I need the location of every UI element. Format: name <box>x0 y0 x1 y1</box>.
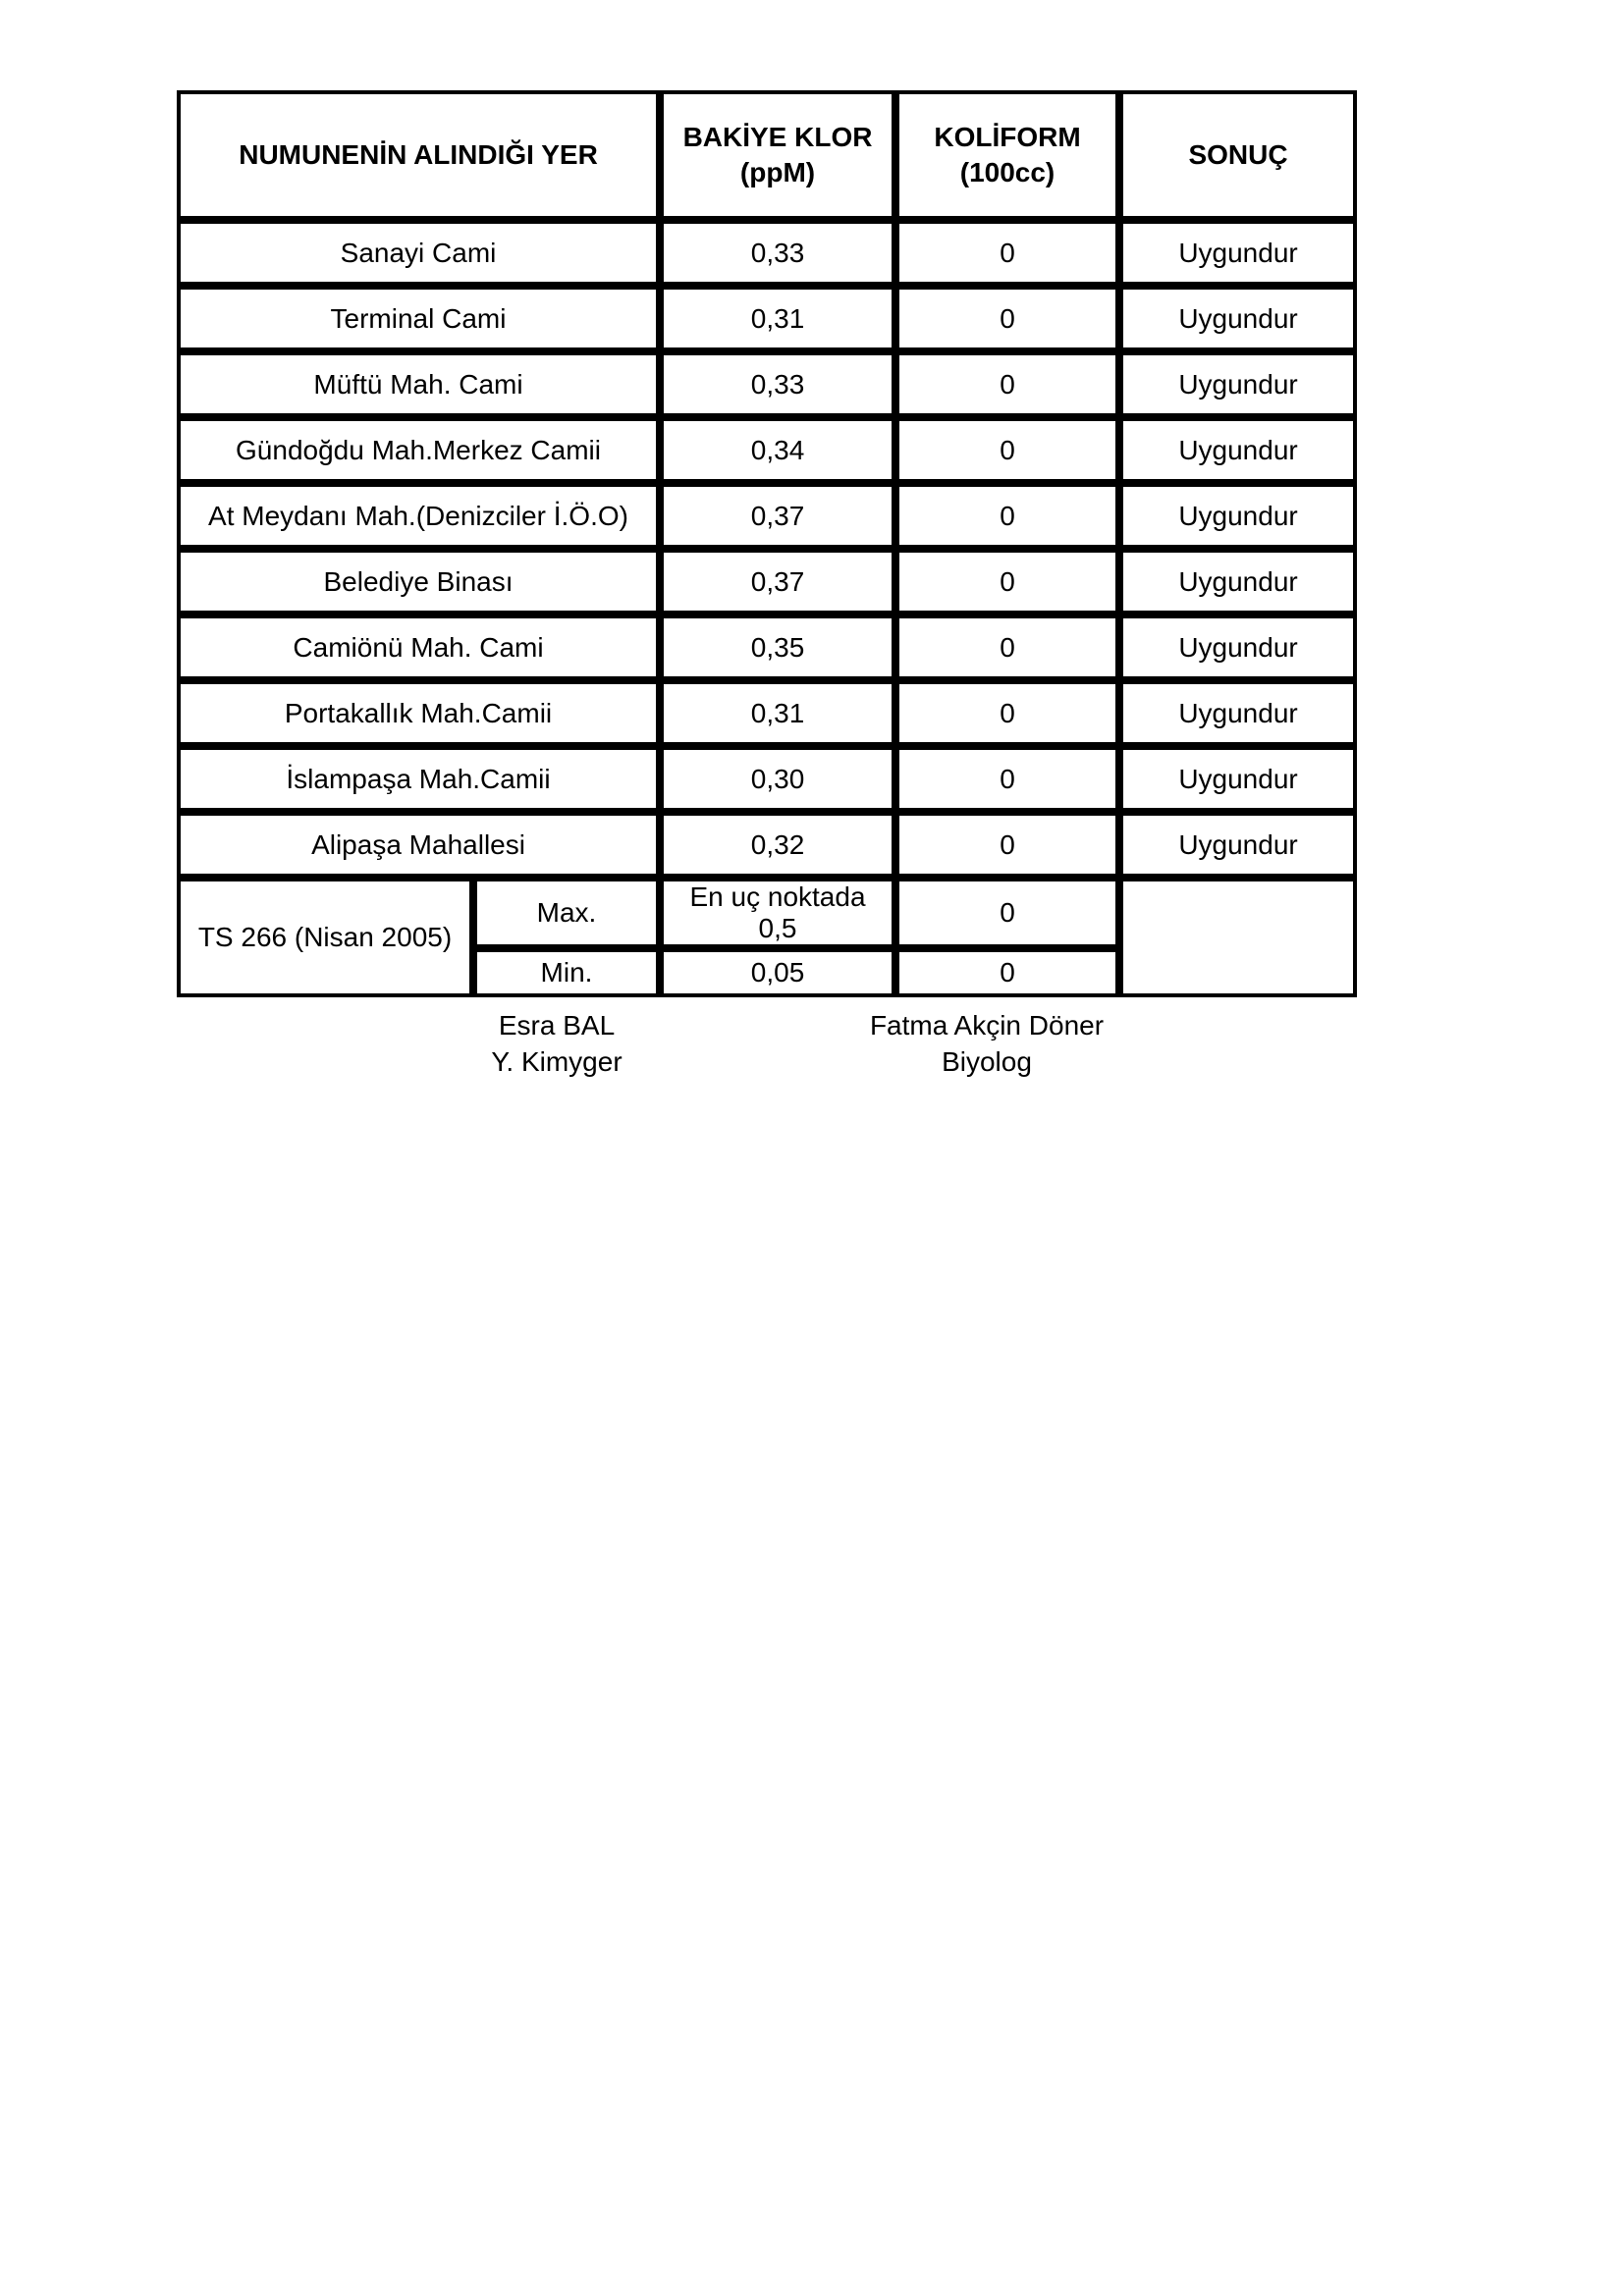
location-cell: Terminal Cami <box>177 286 660 351</box>
standard-min-label-cell: Min. <box>473 948 660 997</box>
table-header-row <box>177 90 1357 220</box>
signature-title: Biyolog <box>942 1046 1032 1077</box>
standard-min-chlorine-cell: 0,05 <box>660 948 895 997</box>
location-cell: Belediye Binası <box>177 549 660 614</box>
result-cell: Uygundur <box>1119 812 1357 878</box>
location-cell: Alipaşa Mahallesi <box>177 812 660 878</box>
result-cell: Uygundur <box>1119 220 1357 286</box>
result-cell: Uygundur <box>1119 417 1357 483</box>
table-row <box>177 417 1357 483</box>
water-quality-table <box>177 90 1357 997</box>
chlorine-cell: 0,31 <box>660 680 895 746</box>
coliform-cell: 0 <box>895 746 1119 812</box>
header-chlorine-line1: BAKİYE KLOR <box>682 122 873 152</box>
location-cell: Camiönü Mah. Cami <box>177 614 660 680</box>
header-chlorine <box>660 90 895 220</box>
result-cell: Uygundur <box>1119 483 1357 549</box>
result-cell: Uygundur <box>1119 680 1357 746</box>
coliform-cell: 0 <box>895 351 1119 417</box>
header-coliform <box>895 90 1119 220</box>
chlorine-cell: 0,33 <box>660 220 895 286</box>
signature-block-biologist <box>790 1007 1183 1080</box>
result-cell: Uygundur <box>1119 351 1357 417</box>
header-location: NUMUNENİN ALINDIĞI YER <box>177 90 660 220</box>
table-row <box>177 286 1357 351</box>
signature-block-chemist <box>360 1007 753 1080</box>
header-coliform-line1: KOLİFORM <box>934 122 1081 152</box>
coliform-cell: 0 <box>895 812 1119 878</box>
signature-name: Esra BAL <box>498 1010 616 1041</box>
standard-max-coliform-cell: 0 <box>895 878 1119 948</box>
coliform-cell: 0 <box>895 286 1119 351</box>
result-cell: Uygundur <box>1119 286 1357 351</box>
header-result: SONUÇ <box>1119 90 1357 220</box>
coliform-cell: 0 <box>895 549 1119 614</box>
location-cell: At Meydanı Mah.(Denizciler İ.Ö.O) <box>177 483 660 549</box>
standard-max-label-cell: Max. <box>473 878 660 948</box>
table-row <box>177 549 1357 614</box>
chlorine-cell: 0,35 <box>660 614 895 680</box>
table-row <box>177 483 1357 549</box>
result-cell: Uygundur <box>1119 614 1357 680</box>
standard-max-row <box>177 878 1357 948</box>
signature-title: Y. Kimyger <box>491 1046 623 1077</box>
coliform-cell: 0 <box>895 680 1119 746</box>
result-cell: Uygundur <box>1119 549 1357 614</box>
standard-result-cell <box>1119 878 1357 997</box>
location-cell: Portakallık Mah.Camii <box>177 680 660 746</box>
standard-label-cell: TS 266 (Nisan 2005) <box>177 878 473 997</box>
chlorine-cell: 0,34 <box>660 417 895 483</box>
location-cell: İslampaşa Mah.Camii <box>177 746 660 812</box>
chlorine-cell: 0,31 <box>660 286 895 351</box>
standard-max-chlorine-cell <box>660 878 895 948</box>
signature-name: Fatma Akçin Döner <box>869 1010 1105 1041</box>
coliform-cell: 0 <box>895 614 1119 680</box>
table-row <box>177 351 1357 417</box>
header-coliform-line2: (100cc) <box>959 157 1056 187</box>
location-cell: Gündoğdu Mah.Merkez Camii <box>177 417 660 483</box>
coliform-cell: 0 <box>895 483 1119 549</box>
coliform-cell: 0 <box>895 417 1119 483</box>
coliform-cell: 0 <box>895 220 1119 286</box>
chlorine-cell: 0,33 <box>660 351 895 417</box>
table-row <box>177 614 1357 680</box>
result-cell: Uygundur <box>1119 746 1357 812</box>
chlorine-cell: 0,37 <box>660 549 895 614</box>
location-cell: Müftü Mah. Cami <box>177 351 660 417</box>
standard-min-coliform-cell: 0 <box>895 948 1119 997</box>
table-row <box>177 812 1357 878</box>
standard-max-chlorine-line1: En uç noktada <box>689 881 866 912</box>
chlorine-cell: 0,37 <box>660 483 895 549</box>
chlorine-cell: 0,30 <box>660 746 895 812</box>
header-chlorine-line2: (ppM) <box>739 157 816 187</box>
standard-max-chlorine-line2: 0,5 <box>758 913 797 943</box>
table-row <box>177 220 1357 286</box>
chlorine-cell: 0,32 <box>660 812 895 878</box>
table-row <box>177 680 1357 746</box>
table-row <box>177 746 1357 812</box>
location-cell: Sanayi Cami <box>177 220 660 286</box>
